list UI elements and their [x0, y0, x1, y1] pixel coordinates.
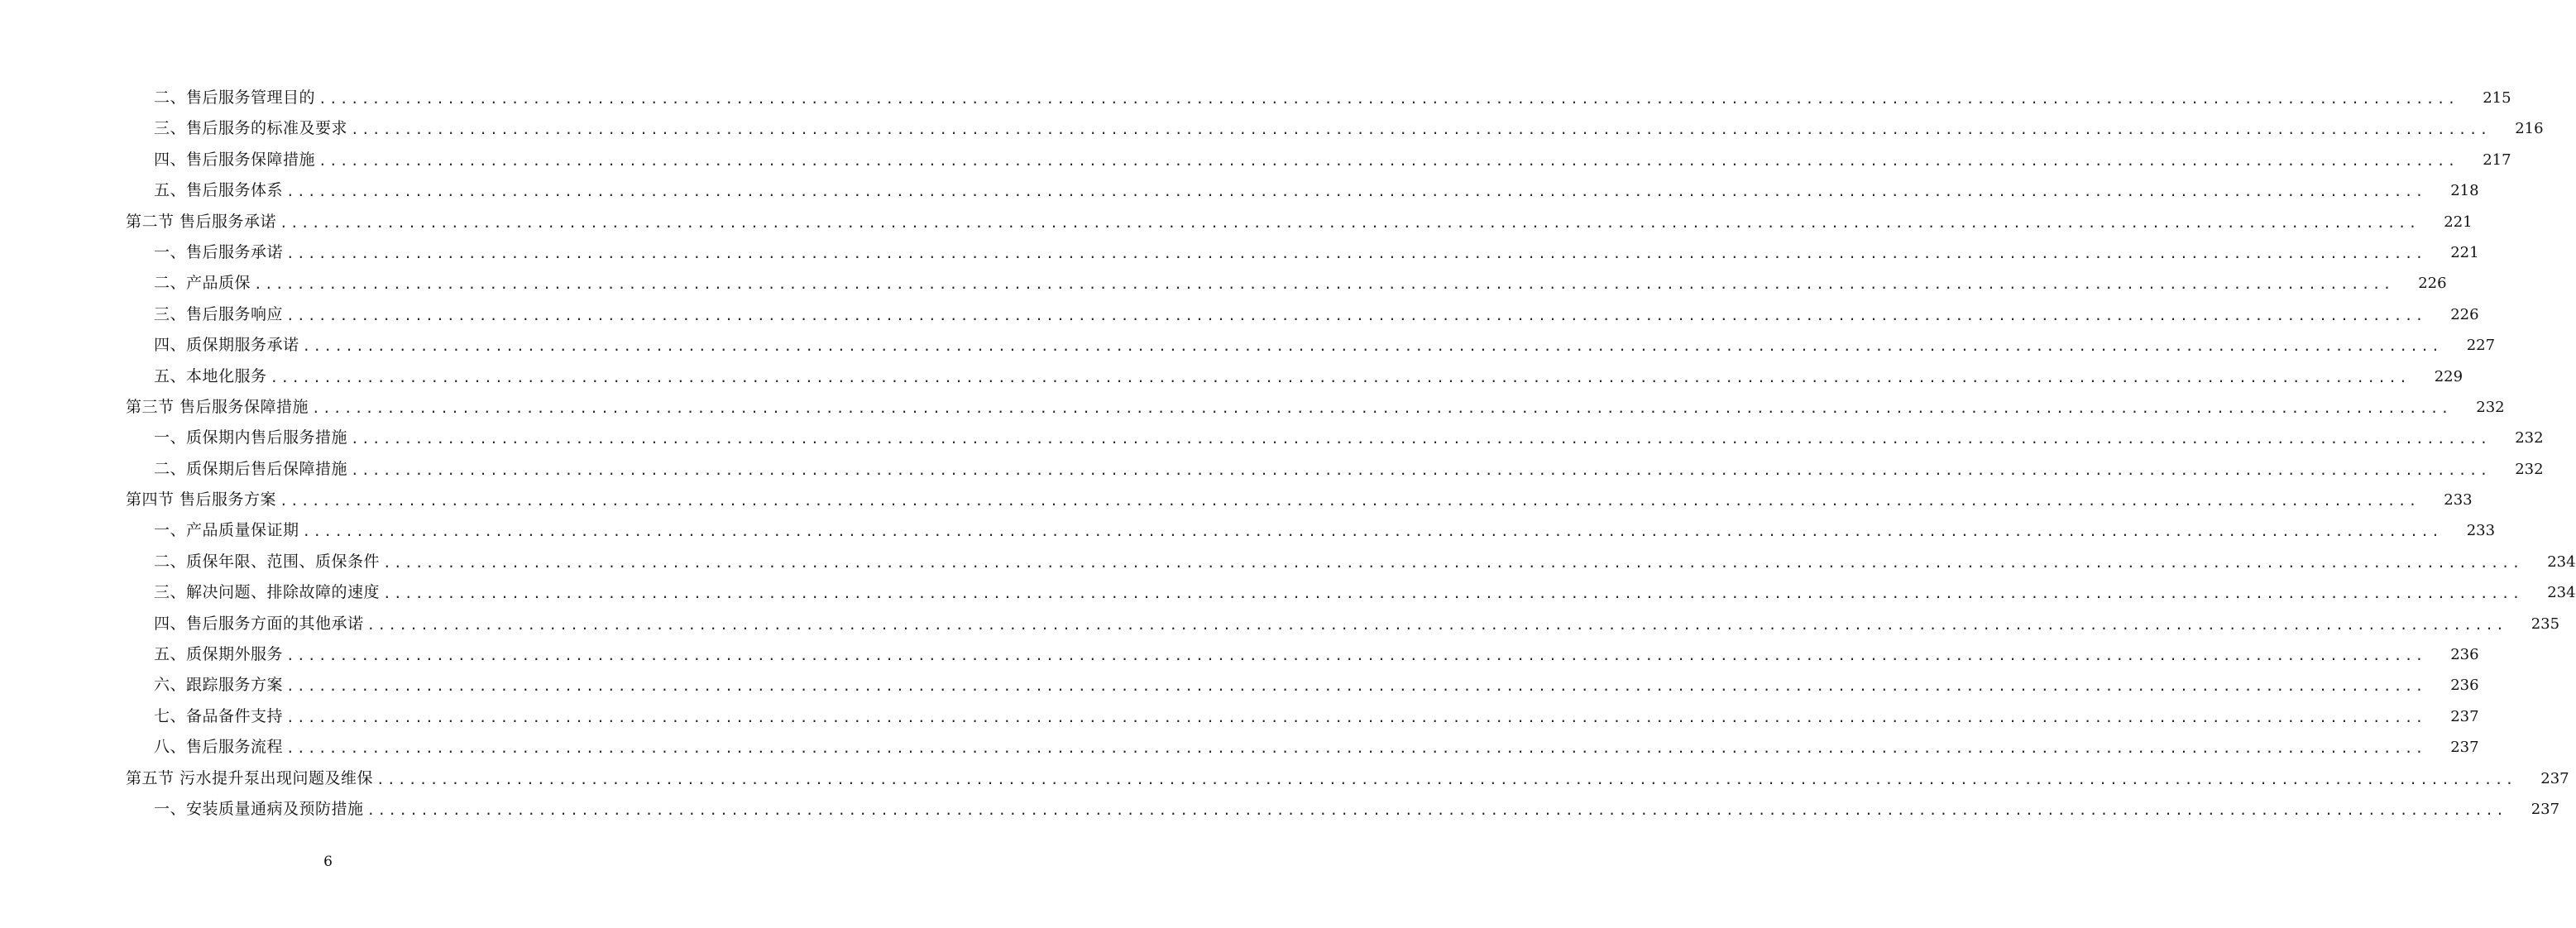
toc-section-entry[interactable] [0, 207, 2473, 237]
toc-entry-title: 第二节 售后服务承诺 [126, 212, 277, 231]
toc-entry[interactable] [0, 268, 2447, 299]
toc-dot-leader: ........................................................................................................................................................................................................ [351, 122, 2491, 138]
toc-entry-title: 二、产品质保 [154, 274, 251, 293]
toc-entry-title: 一、售后服务承诺 [154, 242, 284, 261]
toc-entry-page: 236 [2450, 677, 2479, 695]
toc-entry-title: 二、质保期后售后保障措施 [154, 459, 348, 478]
toc-entry-title: 五、质保期外服务 [154, 645, 284, 664]
toc-entry-page: 233 [2444, 491, 2473, 509]
toc-entry-title: 第四节 售后服务方案 [126, 490, 277, 509]
toc-entry-title: 一、质保期内售后服务措施 [154, 428, 348, 447]
toc-dot-leader: ........................................................................................................................................................................................................ [383, 554, 2523, 571]
toc-entry-page: 237 [2531, 800, 2560, 818]
toc-entry-title: 四、售后服务保障措施 [154, 150, 316, 169]
toc-entry[interactable] [0, 330, 2496, 361]
toc-dot-leader: ........................................................................................................................................................................................................ [302, 338, 2443, 355]
toc-entry-page: 234 [2547, 584, 2576, 602]
toc-dot-leader: ........................................................................................................................................................................................................ [366, 616, 2507, 633]
toc-dot-leader: ........................................................................................................................................................................................................ [286, 648, 2426, 664]
toc-section-entry[interactable] [0, 763, 2569, 794]
toc-dot-leader: ........................................................................................................................................................................................................ [286, 740, 2426, 757]
toc-entry[interactable] [0, 423, 2544, 453]
toc-entry-page: 234 [2547, 552, 2576, 571]
toc-entry-page: 216 [2515, 120, 2544, 138]
toc-entry-page: 227 [2466, 337, 2496, 355]
toc-entry[interactable] [0, 361, 2463, 392]
toc-dot-leader: ........................................................................................................................................................................................................ [286, 245, 2426, 261]
toc-entry[interactable] [0, 547, 2576, 577]
toc-dot-leader: ........................................................................................................................................................................................................ [366, 801, 2507, 818]
toc-dot-leader: ........................................................................................................................................................................................................ [286, 709, 2426, 725]
toc-entry-title: 四、售后服务方面的其他承诺 [154, 614, 364, 633]
toc-dot-leader: ........................................................................................................................................................................................................ [351, 431, 2491, 447]
toc-dot-leader: ........................................................................................................................................................................................................ [286, 307, 2426, 323]
toc-dot-leader: ........................................................................................................................................................................................................ [280, 493, 2420, 509]
toc-entry[interactable] [0, 670, 2479, 701]
toc-section-entry[interactable] [0, 392, 2505, 423]
toc-entry-page: 235 [2531, 615, 2560, 633]
toc-entry[interactable] [0, 701, 2479, 732]
toc-entry-page: 221 [2450, 243, 2479, 261]
table-of-contents [0, 83, 2576, 825]
toc-entry-title: 二、售后服务管理目的 [154, 88, 316, 107]
toc-entry-title: 六、跟踪服务方案 [154, 676, 284, 695]
toc-dot-leader: ........................................................................................................................................................................................................ [280, 214, 2420, 231]
toc-entry-title: 二、质保年限、范围、质保条件 [154, 552, 381, 571]
toc-entry[interactable] [0, 732, 2479, 763]
toc-entry-page: 218 [2450, 182, 2479, 200]
toc-entry-title: 七、备品备件支持 [154, 706, 284, 725]
toc-entry-title: 三、解决问题、排除故障的速度 [154, 583, 381, 602]
toc-entry-title: 一、安装质量通病及预防措施 [154, 799, 364, 818]
toc-dot-leader: ........................................................................................................................................................................................................ [270, 369, 2411, 385]
toc-dot-leader: ........................................................................................................................................................................................................ [383, 586, 2523, 602]
toc-entry-title: 第五节 污水提升泵出现问题及维保 [126, 768, 374, 787]
toc-entry-page: 215 [2483, 89, 2511, 107]
toc-entry-page: 237 [2450, 707, 2479, 725]
toc-entry[interactable] [0, 83, 2511, 113]
toc-entry-page: 236 [2450, 646, 2479, 664]
toc-entry[interactable] [0, 145, 2511, 175]
toc-entry-page: 237 [2540, 769, 2569, 787]
toc-entry[interactable] [0, 237, 2479, 268]
toc-entry-title: 一、产品质量保证期 [154, 521, 299, 540]
toc-entry[interactable] [0, 113, 2544, 144]
toc-entry-page: 232 [2515, 460, 2544, 478]
toc-entry-page: 237 [2450, 739, 2479, 757]
toc-entry-title: 八、售后服务流程 [154, 738, 284, 757]
toc-dot-leader: ........................................................................................................................................................................................................ [302, 524, 2443, 540]
toc-entry[interactable] [0, 794, 2560, 825]
toc-entry[interactable] [0, 577, 2576, 608]
toc-entry[interactable] [0, 454, 2544, 485]
toc-dot-leader: ........................................................................................................................................................................................................ [286, 184, 2426, 200]
page-number: 6 [323, 854, 333, 870]
toc-section-entry[interactable] [0, 485, 2473, 515]
toc-entry-title: 五、本地化服务 [154, 366, 267, 385]
toc-entry-page: 217 [2483, 151, 2511, 169]
toc-entry[interactable] [0, 299, 2479, 330]
toc-dot-leader: ........................................................................................................................................................................................................ [312, 399, 2452, 416]
toc-entry[interactable] [0, 639, 2479, 670]
toc-dot-leader: ........................................................................................................................................................................................................ [286, 678, 2426, 695]
toc-entry-page: 221 [2444, 213, 2473, 231]
toc-entry[interactable] [0, 609, 2560, 639]
toc-entry-title: 五、售后服务体系 [154, 181, 284, 200]
toc-dot-leader: ........................................................................................................................................................................................................ [254, 276, 2394, 293]
toc-entry-title: 三、售后服务响应 [154, 304, 284, 323]
toc-entry-page: 226 [2418, 275, 2447, 293]
toc-dot-leader: ........................................................................................................................................................................................................ [351, 462, 2491, 478]
toc-entry-page: 233 [2466, 522, 2496, 540]
toc-entry-title: 三、售后服务的标准及要求 [154, 119, 348, 138]
toc-entry[interactable] [0, 175, 2479, 206]
toc-entry-page: 232 [2515, 429, 2544, 447]
toc-entry-page: 229 [2434, 367, 2463, 385]
toc-entry-title: 四、质保期服务承诺 [154, 336, 299, 355]
toc-entry-page: 226 [2450, 305, 2479, 323]
toc-dot-leader: ........................................................................................................................................................................................................ [376, 771, 2516, 787]
toc-entry-title: 第三节 售后服务保障措施 [126, 397, 309, 416]
toc-entry-page: 232 [2476, 398, 2505, 416]
toc-entry[interactable] [0, 515, 2496, 546]
toc-dot-leader: ........................................................................................................................................................................................................ [318, 152, 2459, 169]
toc-dot-leader: ........................................................................................................................................................................................................ [318, 91, 2459, 107]
